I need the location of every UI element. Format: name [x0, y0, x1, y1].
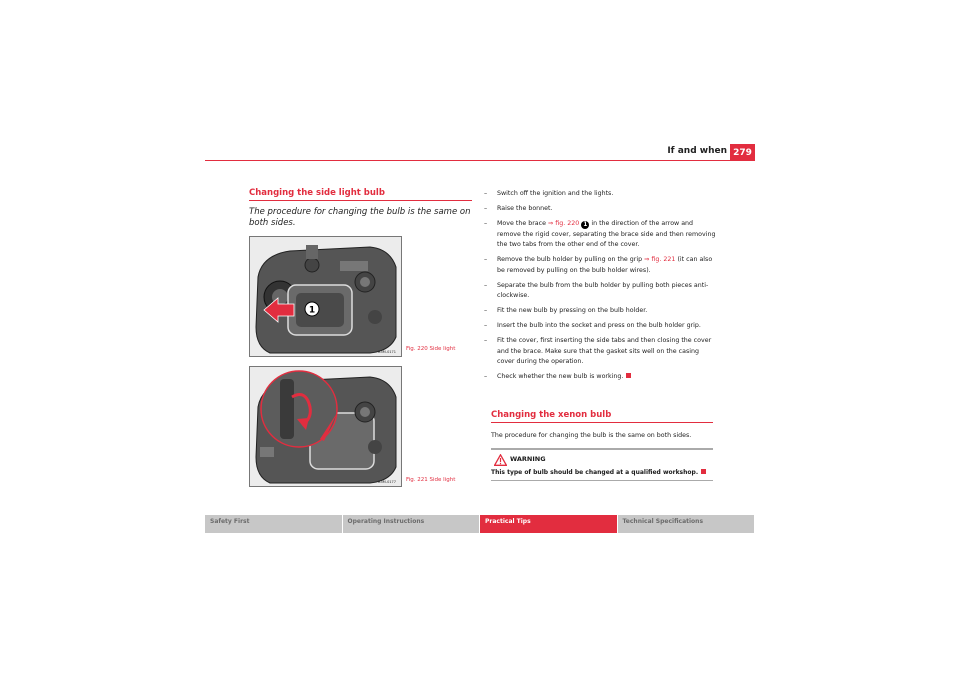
callout-1-icon: 1 [583, 221, 588, 228]
warning-box [491, 448, 713, 481]
tab-operating-instructions[interactable]: Operating Instructions [343, 515, 481, 533]
figure-220-code: B5M-0171 [378, 350, 396, 354]
end-of-section-icon [626, 373, 631, 378]
fig-221-link[interactable]: ⇒ fig. 221 [644, 256, 676, 263]
section-title-xenon: Changing the xenon bulb [491, 410, 713, 423]
warning-text [491, 469, 706, 476]
warning-text-content: This type of bulb should be changed at a qualified workshop. [491, 469, 699, 476]
step-text: in the direction of the arrow and remove the rigid cover, separating the brace side and then removing the two tabs from the other end of the cover. [497, 220, 716, 248]
step-item [484, 336, 716, 368]
step-dash: – [484, 281, 488, 289]
step-text: Remove the bulb holder by pulling on the grip [497, 256, 643, 263]
step-dash: – [484, 205, 488, 212]
header-rule [205, 160, 755, 161]
step-text: Fit the new bulb by pressing on the bulb holder. [497, 307, 648, 314]
step-text: Insert the bulb into the socket and press on the bulb holder grip. [497, 322, 701, 329]
step-text: Separate the bulb from the bulb holder by pulling both pieces anti-clockwise. [497, 281, 709, 299]
step-text: Fit the cover, first inserting the side tabs and then closing the cover and the brace. Make sure that the gasket sits well on the casing cover during the operation. [497, 337, 712, 365]
figure-220-image [249, 236, 402, 357]
tab-safety-first[interactable]: Safety First [205, 515, 343, 533]
figure-221-code: B5M-0177 [378, 480, 396, 484]
step-item [484, 204, 716, 215]
step-text: Move the brace [497, 220, 547, 227]
running-header: If and when [667, 146, 727, 156]
step-item [484, 189, 716, 200]
xenon-intro-text: The procedure for changing the bulb is the same on both sides. [491, 432, 692, 439]
step-text: Switch off the ignition and the lights. [497, 190, 614, 197]
footer-nav [205, 515, 755, 533]
step-dash: – [484, 307, 488, 314]
intro-text: The procedure for changing the bulb is the same on both sides. [249, 207, 471, 228]
page-number-badge: 279 [730, 144, 755, 161]
section-title-side-light: Changing the side light bulb [249, 188, 472, 201]
figure-220-callout: 1 [308, 305, 316, 316]
procedure-steps [484, 189, 716, 387]
step-text: (it can also be removed by pulling on the bulb holder wires). [497, 256, 713, 274]
figure-221-caption: Fig. 221 Side light [406, 477, 456, 483]
step-dash: – [484, 256, 488, 263]
step-dash: – [484, 322, 488, 329]
step-item [484, 306, 716, 317]
step-dash: – [484, 190, 488, 197]
end-of-section-icon [701, 469, 706, 474]
tab-practical-tips[interactable]: Practical Tips [480, 515, 618, 533]
warning-title: WARNING [510, 455, 546, 463]
step-item [484, 281, 716, 302]
tab-technical-specifications[interactable]: Technical Specifications [618, 515, 756, 533]
step-item [484, 321, 716, 332]
fig-220-link[interactable]: ⇒ fig. 220 [548, 220, 580, 227]
step-item [484, 219, 716, 251]
step-dash: – [484, 337, 488, 344]
figure-220-caption: Fig. 220 Side light [406, 346, 456, 352]
step-item [484, 255, 716, 276]
step-text: Raise the bonnet. [497, 205, 553, 212]
step-dash: – [484, 373, 488, 380]
step-item [484, 372, 716, 383]
step-text: Check whether the new bulb is working. [497, 373, 624, 380]
figure-221-image [249, 366, 402, 487]
step-dash: – [484, 220, 488, 227]
warning-triangle-icon [494, 454, 507, 466]
